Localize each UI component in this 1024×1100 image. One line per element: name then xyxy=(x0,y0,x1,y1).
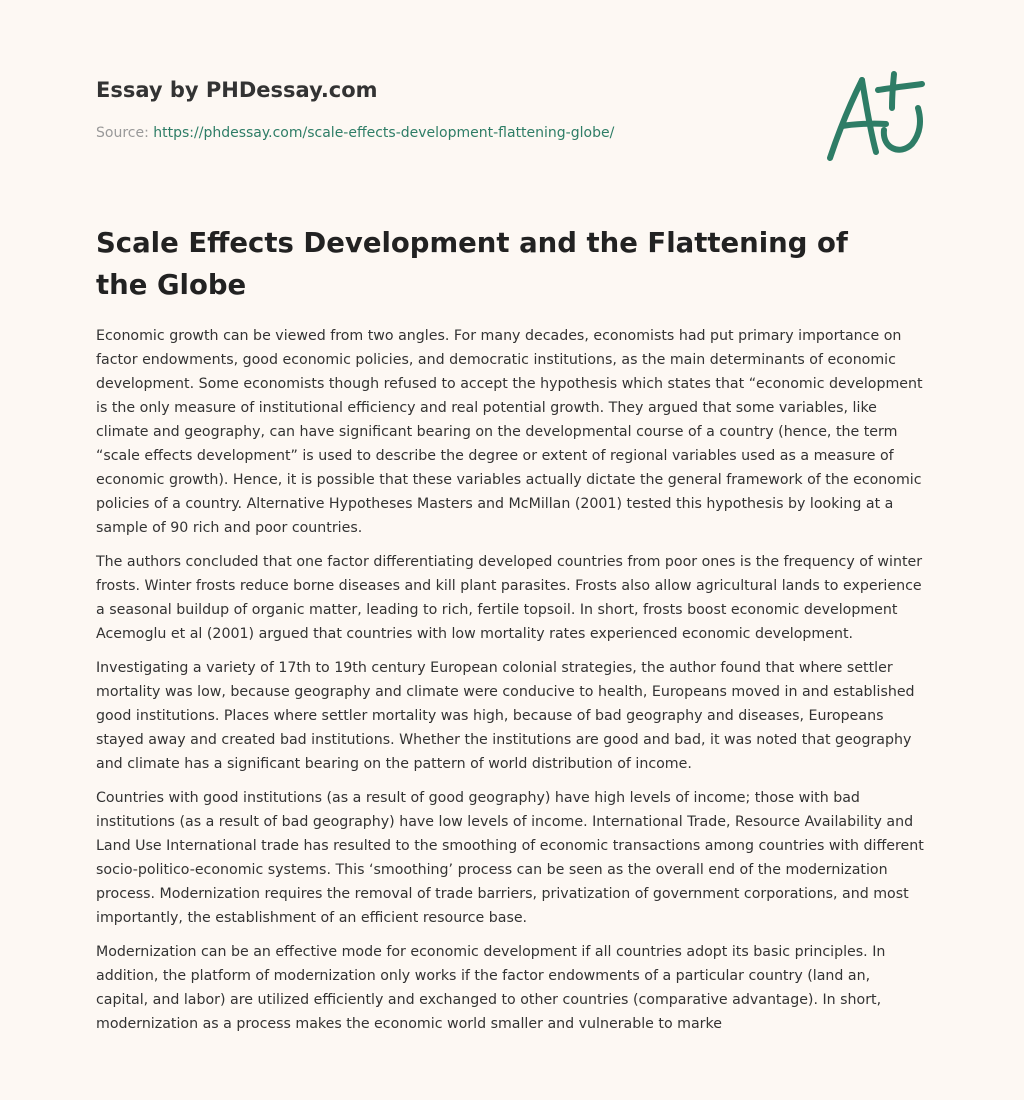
article-paragraph: Economic growth can be viewed from two angles. For many decades, economists had put primary importance on factor endowments, good economic policies, and democratic institutions, as the main determinants of economic development. Some economists though refused to accept the hypothesis which states that “economic development is the only measure of institutional efficiency and real potential growth. They argued that some variables, like climate and geography, can have significant bearing on the developmental course of a country (hence, the term “scale effects development” is used to describe the degree or extent of regional variables used as a measure of economic growth). Hence, it is possible that these variables actually dictate the general framework of the economic policies of a country. Alternative Hypotheses Masters and McMillan (2001) tested this hypothesis by looking at a sample of 90 rich and poor countries. xyxy=(96,328,923,536)
grade-a-plus-icon xyxy=(822,68,928,164)
article-paragraph: Countries with good institutions (as a result of good geography) have high levels of income; those with bad institutions (as a result of bad geography) have low levels of income. International Trade, Resource Availability and Land Use International trade has resulted to the smoothing of economic transactions among countries with different socio-politico-economic systems. This ‘smoothing’ process can be seen as the overall end of the modernization process. Modernization requires the removal of trade barriers, privatization of government corporations, and most importantly, the establishment of an efficient resource base. xyxy=(96,790,924,926)
page-header xyxy=(96,74,796,143)
source-link[interactable]: https://phdessay.com/scale-effects-development-flattening-globe/ xyxy=(153,125,615,141)
source-line xyxy=(96,123,796,143)
article-title: Scale Effects Development and the Flattening of the Globe xyxy=(96,227,848,301)
article-paragraph: Investigating a variety of 17th to 19th century European colonial strategies, the author found that where settler mortality was low, because geography and climate were conducive to health, Europeans moved in and established good institutions. Places where settler mortality was high, because of bad geography and diseases, Europeans stayed away and created bad institutions. Whether the institutions are good and bad, it was noted that geography and climate has a significant bearing on the pattern of world distribution of income. xyxy=(96,660,915,772)
site-title: Essay by PHDessay.com xyxy=(96,78,378,102)
article-paragraph: The authors concluded that one factor differentiating developed countries from poor ones is the frequency of winter frosts. Winter frosts reduce borne diseases and kill plant parasites. Frosts also allow agricultural lands to experience a seasonal buildup of organic matter, leading to rich, fertile topsoil. In short, frosts boost economic development Acemoglu et al (2001) argued that countries with low mortality rates experienced economic development. xyxy=(96,554,923,642)
article-body xyxy=(96,324,926,1046)
source-label: Source: xyxy=(96,125,154,141)
article-paragraph: Modernization can be an effective mode for economic development if all countries adopt its basic principles. In addition, the platform of modernization only works if the factor endowments of a particular country (land an, capital, and labor) are utilized efficiently and exchanged to other countries (comparative advantage). In short, modernization as a process makes the economic world smaller and vulnerable to marke xyxy=(96,944,886,1032)
